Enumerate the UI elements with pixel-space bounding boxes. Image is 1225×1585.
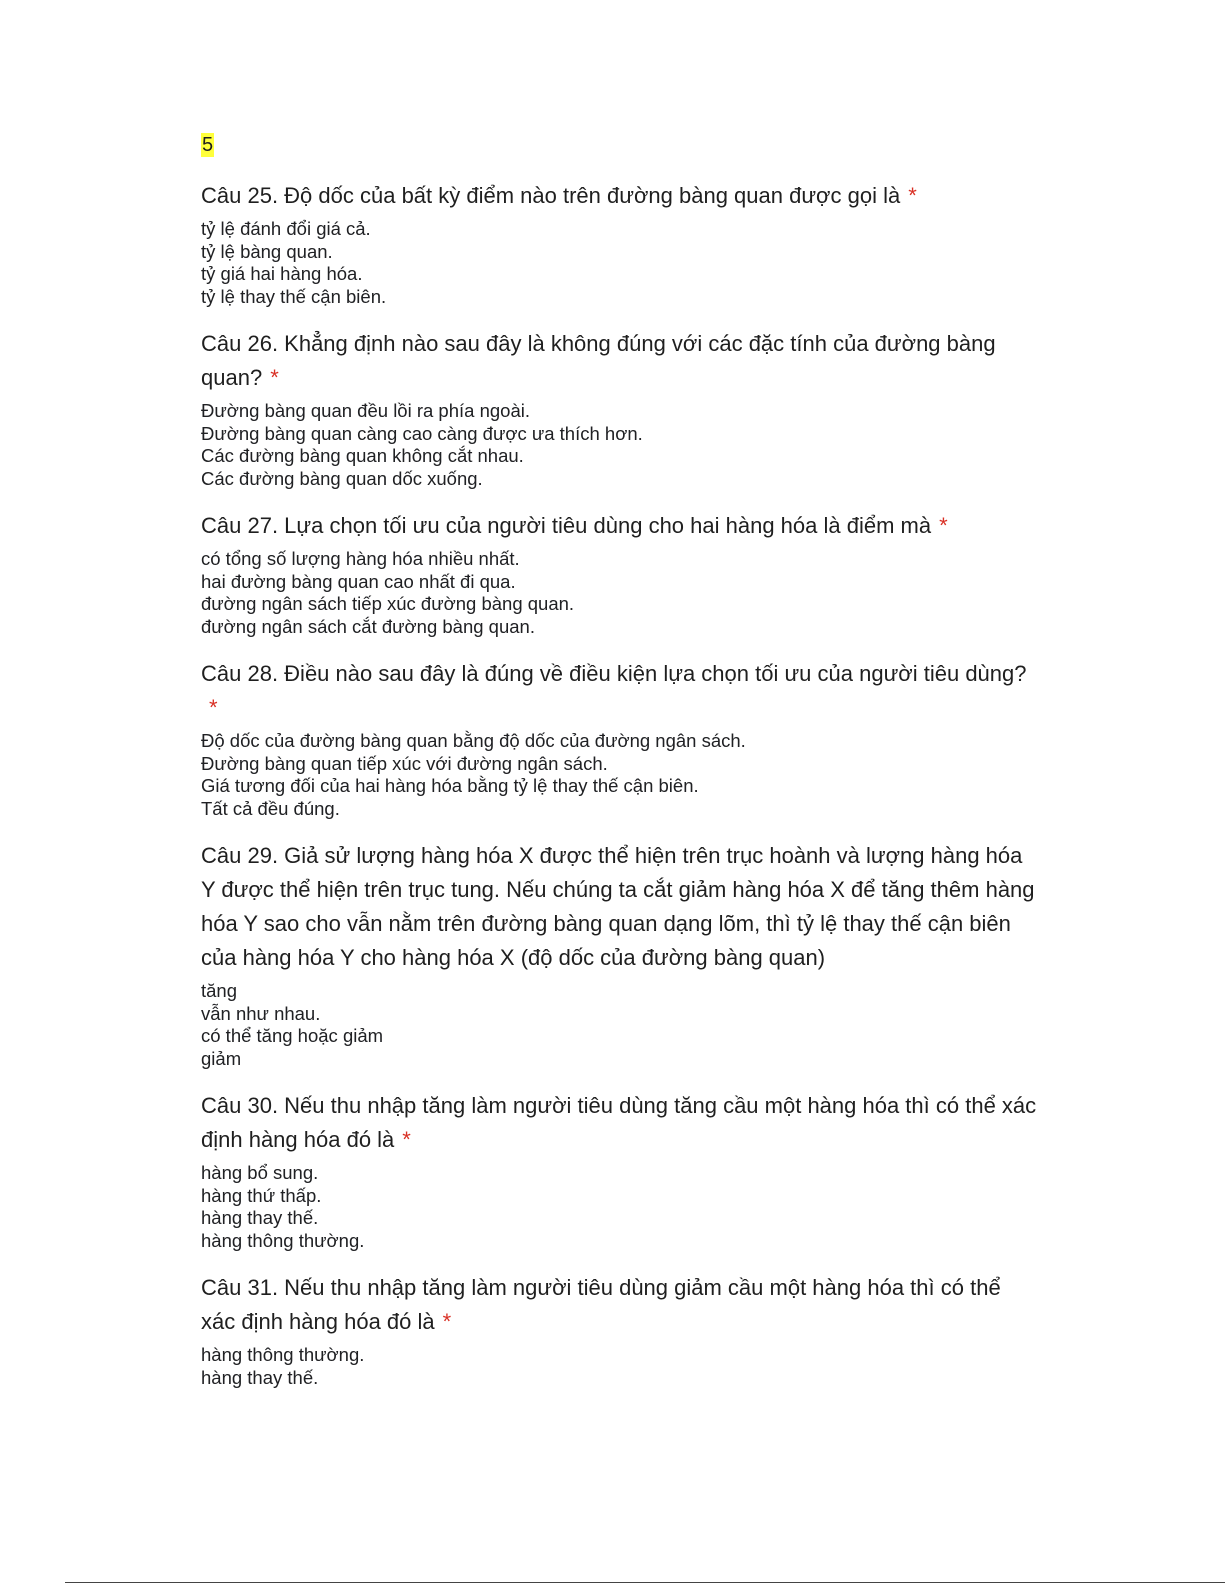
option[interactable]: Các đường bàng quan không cắt nhau. [201,445,524,466]
option[interactable]: đường ngân sách cắt đường bàng quan. [201,615,535,637]
option[interactable]: tăng [201,980,238,1001]
option[interactable]: Giá tương đối của hai hàng hóa bằng tỷ lệ thay thế cận biên. [201,775,699,796]
question-title: Câu 26. Khẳng định nào sau đây là không đúng với các đặc tính của đường bàng quan? * [201,331,996,390]
option[interactable]: hàng thông thường. [201,1344,365,1365]
option[interactable]: Đường bàng quan càng cao càng được ưa thích hơn. [201,422,643,444]
option[interactable]: có tổng số lượng hàng hóa nhiều nhất. [201,548,520,569]
option[interactable]: hàng thứ thấp. [201,1184,322,1206]
question-28 [201,657,1041,820]
question-25 [201,179,1041,308]
option[interactable]: tỷ giá hai hàng hóa. [201,263,363,284]
question-title: Câu 27. Lựa chọn tối ưu của người tiêu dùng cho hai hàng hóa là điểm mà * [201,513,948,538]
option[interactable]: tỷ lệ thay thế cận biên. [201,285,387,307]
question-30 [201,1089,1041,1252]
document-page [201,133,1041,1408]
option[interactable]: hàng thông thường. [201,1229,365,1251]
option[interactable]: Các đường bàng quan dốc xuống. [201,467,483,489]
options-list [201,730,1041,820]
question-title: Câu 29. Giả sử lượng hàng hóa X được thể hiện trên trục hoành và lượng hàng hóa Y được thể hiện trên trục tung. Nếu chúng ta cắt giảm hàng hóa X để tăng thêm hàng hóa Y sao cho vẫn nằm trên đường bàng quan dạng lõm, thì tỷ lệ thay thế cận biên của hàng hóa Y cho hàng hóa X (độ dốc của đường bàng quan) [201,843,1035,970]
option[interactable]: Đường bàng quan đều lồi ra phía ngoài. [201,400,530,421]
option[interactable]: hàng thay thế. [201,1366,319,1388]
page-bottom-rule [65,1582,1225,1583]
required-marker: * [209,695,218,720]
option[interactable]: tỷ lệ bàng quan. [201,240,333,262]
options-list [201,1162,1041,1252]
page-number: 5 [202,134,214,156]
question-title: Câu 30. Nếu thu nhập tăng làm người tiêu dùng tăng cầu một hàng hóa thì có thể xác định hàng hóa đó là * [201,1093,1037,1152]
required-marker: * [939,513,948,538]
option[interactable]: Độ dốc của đường bàng quan bằng độ dốc của đường ngân sách. [201,730,746,751]
option[interactable]: hàng thay thế. [201,1207,319,1228]
options-list [201,400,1041,490]
required-marker: * [402,1127,411,1152]
question-title: Câu 25. Độ dốc của bất kỳ điểm nào trên đường bàng quan được gọi là * [201,183,917,208]
option[interactable]: hai đường bàng quan cao nhất đi qua. [201,570,516,592]
question-title: Câu 31. Nếu thu nhập tăng làm người tiêu dùng giảm cầu một hàng hóa thì có thể xác định hàng hóa đó là * [201,1275,1001,1334]
option[interactable]: có thể tăng hoặc giảm [201,1025,384,1046]
option[interactable]: Đường bàng quan tiếp xúc với đường ngân sách. [201,752,608,774]
question-27 [201,509,1041,638]
question-29 [201,839,1041,1070]
options-list [201,980,1041,1070]
option[interactable]: đường ngân sách tiếp xúc đường bàng quan. [201,593,575,614]
required-marker: * [442,1309,452,1334]
option[interactable]: vẫn như nhau. [201,1002,321,1024]
required-marker: * [908,183,917,208]
options-list [201,1344,1041,1389]
required-marker: * [270,365,279,390]
options-list [201,218,1041,308]
option[interactable]: Tất cả đều đúng. [201,797,340,819]
option[interactable]: giảm [201,1047,242,1069]
question-26 [201,327,1041,490]
option[interactable]: tỷ lệ đánh đổi giá cả. [201,218,371,239]
question-title: Câu 28. Điều nào sau đây là đúng về điều kiện lựa chọn tối ưu của người tiêu dùng?* [201,661,1027,720]
question-31 [201,1271,1041,1389]
options-list [201,548,1041,638]
option[interactable]: hàng bổ sung. [201,1162,319,1183]
